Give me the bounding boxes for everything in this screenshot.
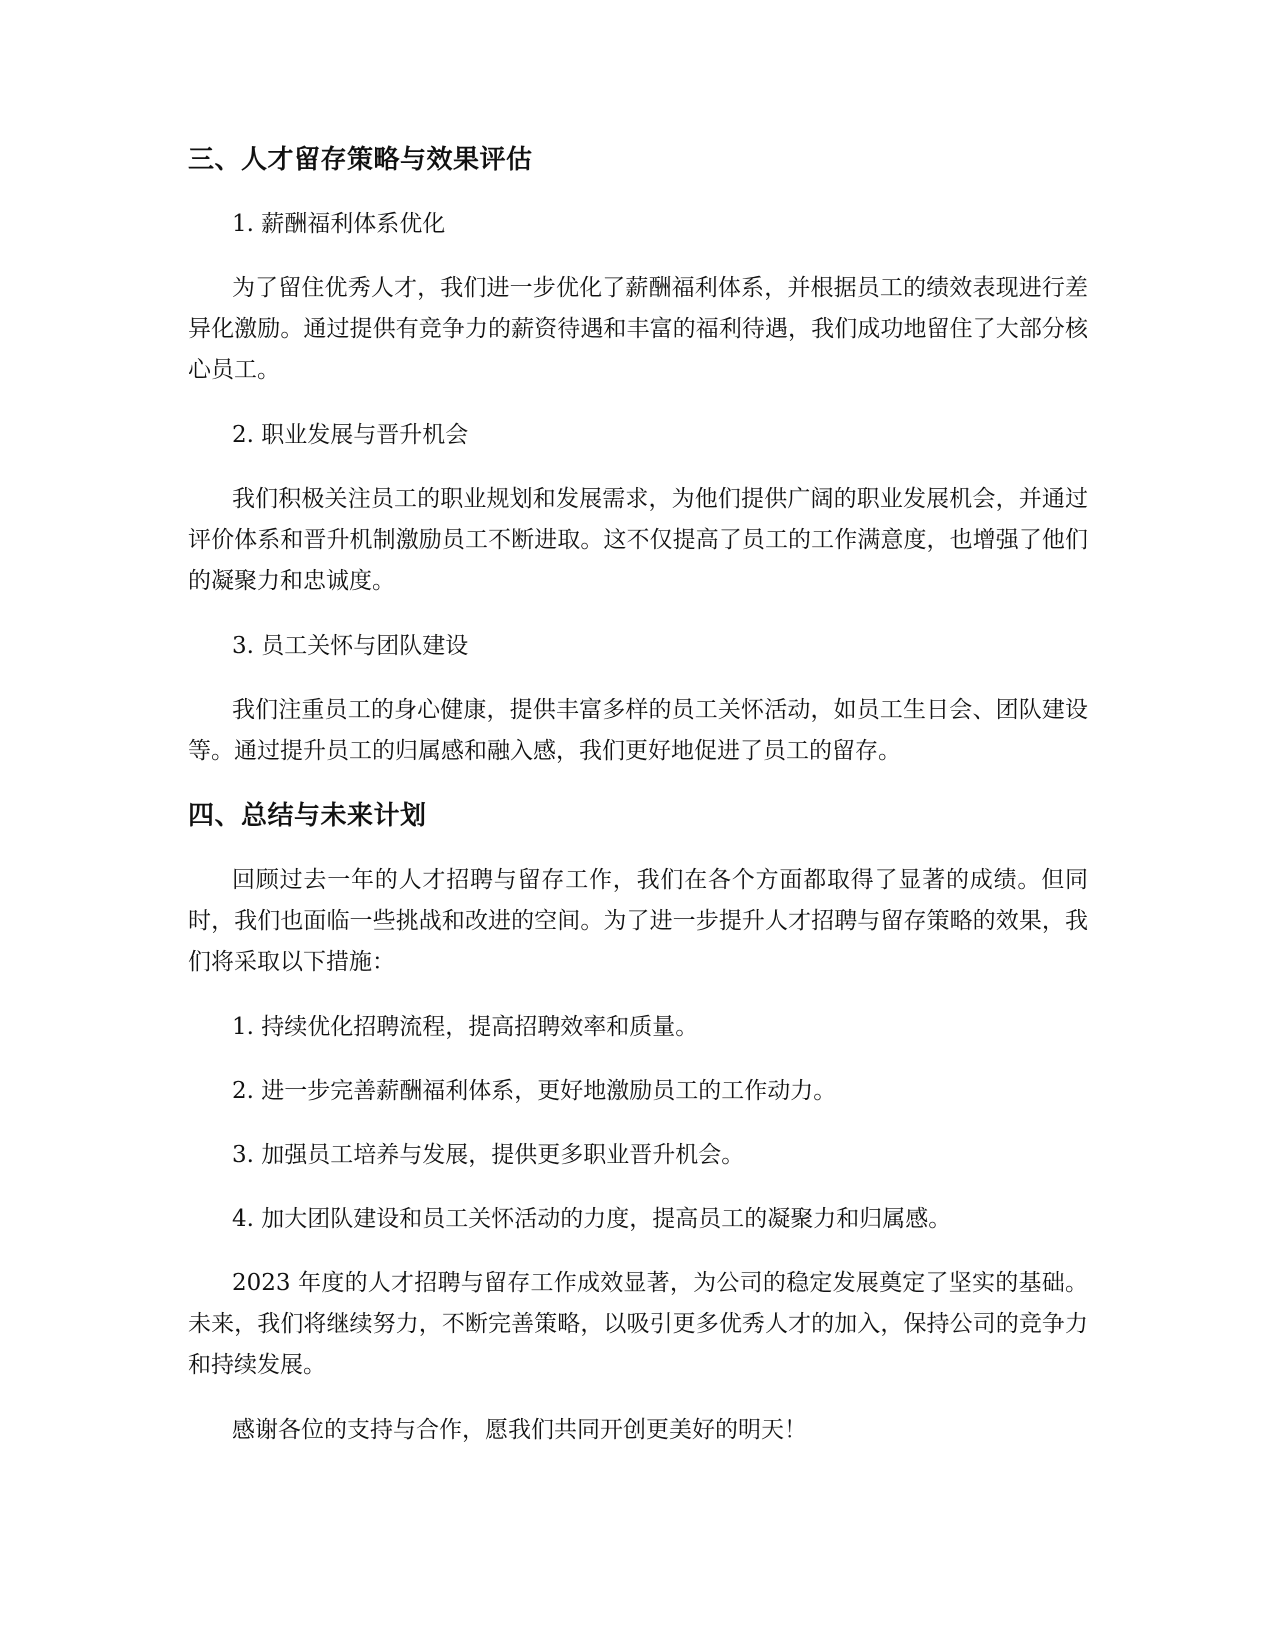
subsection-1-body: 为了留住优秀人才，我们进一步优化了薪酬福利体系，并根据员工的绩效表现进行差异化激励。通过提供有竞争力的薪资待遇和丰富的福利待遇，我们成功地留住了大部分核心员工。 xyxy=(188,275,1088,383)
subsection-2-heading: 2. 职业发展与晋升机会 xyxy=(232,422,469,448)
measure-item-3: 3. 加强员工培养与发展，提供更多职业晋升机会。 xyxy=(232,1142,745,1168)
conclusion-paragraph: 2023 年度的人才招聘与留存工作成效显著，为公司的稳定发展奠定了坚实的基础。未来，我们将继续努力，不断完善策略，以吸引更多优秀人才的加入，保持公司的竞争力和持续发展。 xyxy=(188,1270,1088,1378)
measure-item-4: 4. 加大团队建设和员工关怀活动的力度，提高员工的凝聚力和归属感。 xyxy=(232,1206,952,1232)
measure-item-1: 1. 持续优化招聘流程，提高招聘效率和质量。 xyxy=(232,1014,699,1040)
subsection-1-heading: 1. 薪酬福利体系优化 xyxy=(232,211,446,237)
subsection-2-body: 我们积极关注员工的职业规划和发展需求，为他们提供广阔的职业发展机会，并通过评价体系和晋升机制激励员工不断进取。这不仅提高了员工的工作满意度，也增强了他们的凝聚力和忠诚度。 xyxy=(188,486,1088,594)
section-3-heading: 三、人才留存策略与效果评估 xyxy=(188,145,533,175)
subsection-3-body: 我们注重员工的身心健康，提供丰富多样的员工关怀活动，如员工生日会、团队建设等。通过提升员工的归属感和融入感，我们更好地促进了员工的留存。 xyxy=(188,697,1088,764)
measure-item-2: 2. 进一步完善薪酬福利体系，更好地激励员工的工作动力。 xyxy=(232,1078,837,1104)
section-4-intro: 回顾过去一年的人才招聘与留存工作，我们在各个方面都取得了显著的成绩。但同时，我们也面临一些挑战和改进的空间。为了进一步提升人才招聘与留存策略的效果，我们将采取以下措施： xyxy=(188,867,1088,975)
thanks-paragraph: 感谢各位的支持与合作，愿我们共同开创更美好的明天！ xyxy=(232,1417,807,1443)
document-content xyxy=(188,140,1088,1451)
subsection-3-heading: 3. 员工关怀与团队建设 xyxy=(232,633,469,659)
section-4-heading: 四、总结与未来计划 xyxy=(188,801,427,831)
